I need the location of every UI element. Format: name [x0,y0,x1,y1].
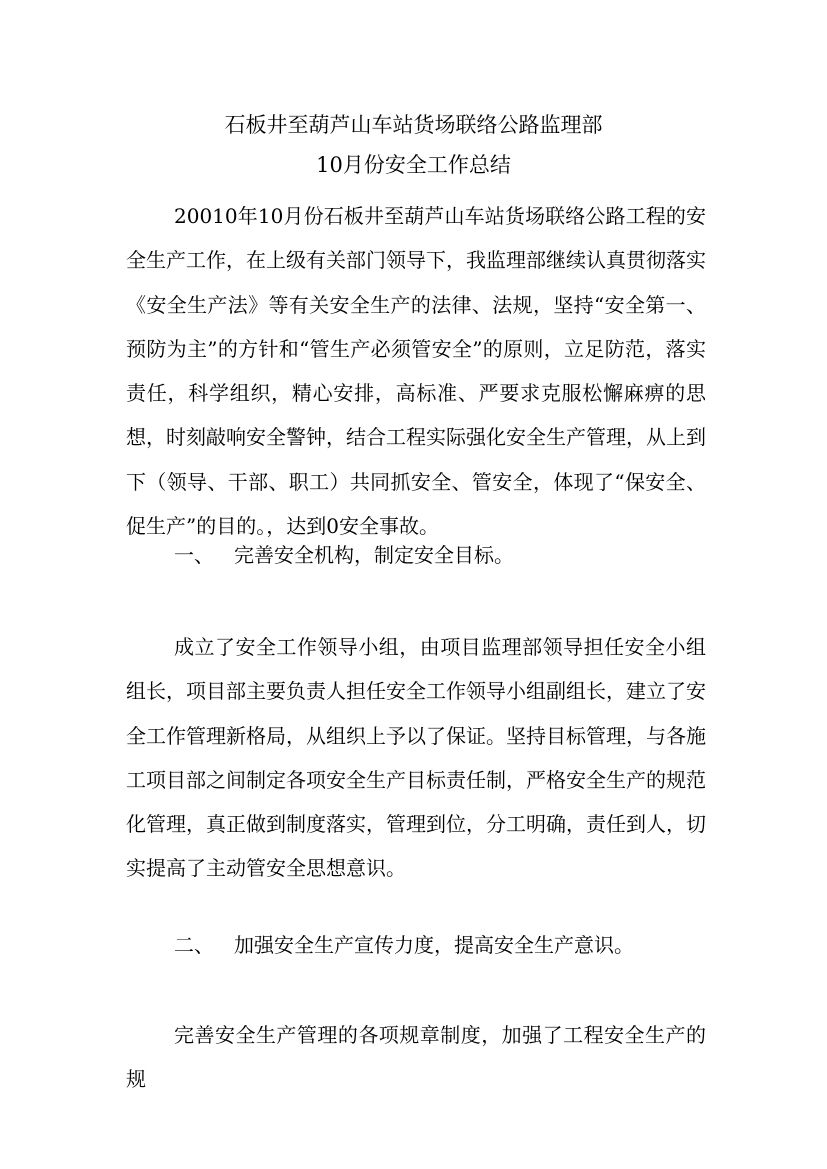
section-heading-1 [174,540,514,570]
document-subtitle: 10月份安全工作总结 [316,153,511,177]
section-title-1: 完善安全机构，制定安全目标。 [234,543,514,567]
section2-paragraph: 完善安全生产管理的各项规章制度，加强了工程安全生产的规 [126,1023,706,1092]
section-number-1: 一、 [174,543,214,567]
section1-paragraph: 成立了安全工作领导小组，由项目监理部领导担任安全小组组长，项目部主要负责人担任安全工作领导小组副组长，建立了安全工作管理新格局，从组织上予以了保证。坚持目标管理，与各施工项目部之间制定各项安全生产目标责任制，严格安全生产的规范化管理，真正做到制度落实，管理到位，分工明确，责任到人，切实提高了主动管安全思想意识。 [126,635,706,881]
section-heading-2 [174,930,634,960]
section-number-2: 二、 [174,933,214,957]
document-title: 石板井至葫芦山车站货场联络公路监理部 [224,113,603,137]
intro-paragraph: 20010年10月份石板井至葫芦山车站货场联络公路工程的安全生产工作，在上级有关部门领导下，我监理部继续认真贯彻落实《安全生产法》等有关安全生产的法律、法规，坚持“安全第一、预防为主”的方针和“管生产必须管安全”的原则，立足防范，落实责任，科学组织，精心安排，高标准、严要求克服松懈麻痹的思想，时刻敲响安全警钟，结合工程实际强化安全生产管理，从上到下（领导、干部、职工）共同抓安全、管安全，体现了“保安全、促生产”的目的。，达到0安全事故。 [126,204,706,539]
section-title-2: 加强安全生产宣传力度，提高安全生产意识。 [234,933,634,957]
